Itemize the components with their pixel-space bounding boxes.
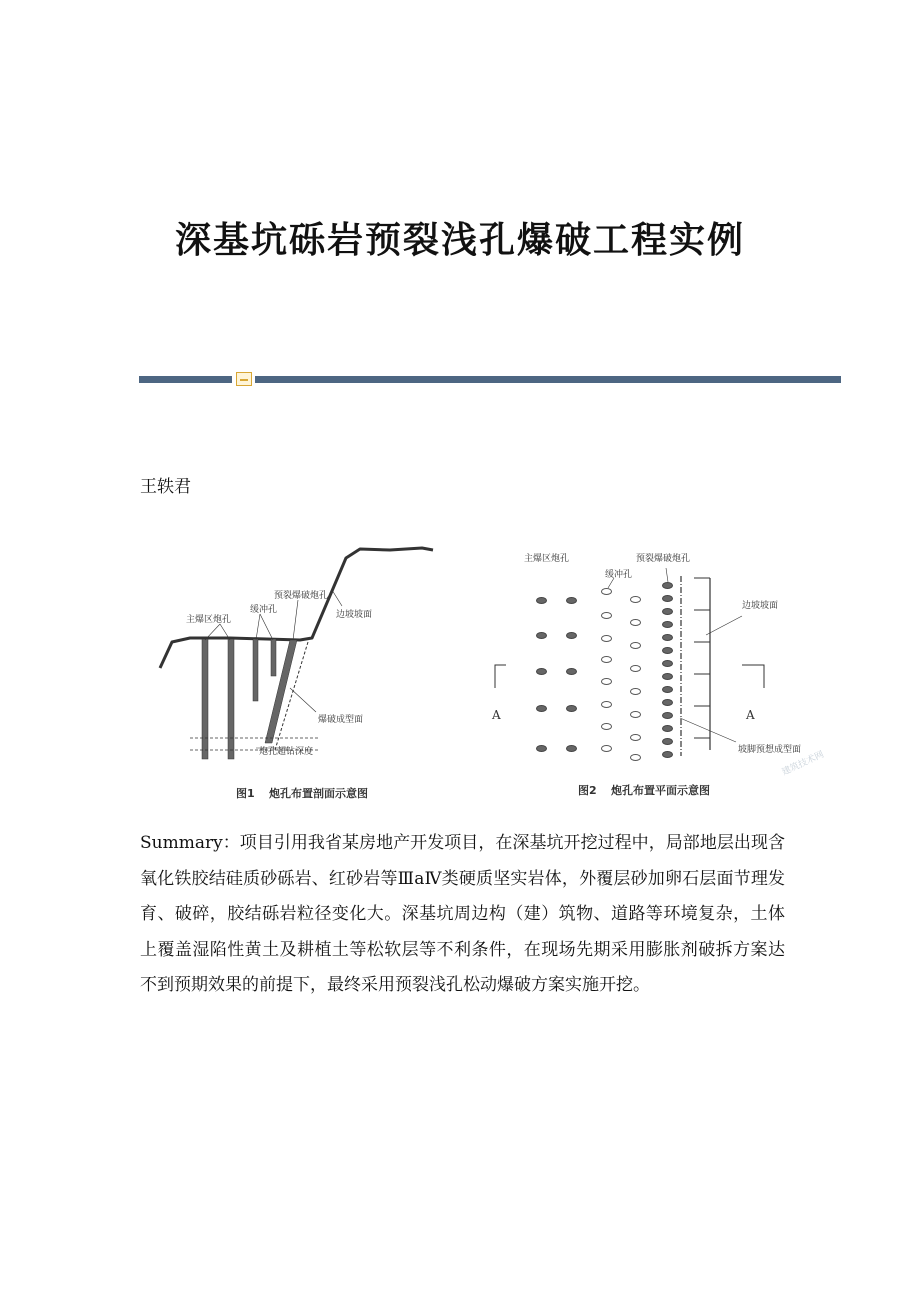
rule-marker-icon <box>236 372 252 386</box>
figure-1-section-diagram <box>150 538 450 810</box>
buffer-hole <box>630 642 641 649</box>
fig2-section-a-left: A <box>492 708 501 722</box>
fig2-label-slope-face: 边坡坡面 <box>742 601 779 611</box>
main-blast-hole <box>536 745 547 752</box>
buffer-hole <box>601 656 612 663</box>
fig1-label-presplit: 预裂爆破炮孔 <box>274 591 329 601</box>
buffer-hole <box>630 754 641 761</box>
fig1-label-buffer: 缓冲孔 <box>250 605 278 615</box>
buffer-hole <box>601 635 612 642</box>
buffer-hole <box>601 701 612 708</box>
buffer-hole <box>601 723 612 730</box>
fig1-label-blast-profile: 爆破成型面 <box>318 715 364 725</box>
presplit-hole <box>662 595 673 602</box>
document-title: 深基坑砾岩预裂浅孔爆破工程实例 <box>174 219 745 261</box>
presplit-hole <box>662 634 673 641</box>
presplit-hole <box>662 686 673 693</box>
presplit-hole <box>662 699 673 706</box>
buffer-hole <box>601 745 612 752</box>
main-blast-hole <box>566 632 577 639</box>
presplit-hole <box>662 673 673 680</box>
fig2-label-main-blast: 主爆区炮孔 <box>524 554 570 564</box>
summary-paragraph: Summary：项目引用我省某房地产开发项目，在深基坑开挖过程中，局部地层出现含氧化铁胶结硅质砂砾岩、红砂岩等ⅢaⅣ类硬质坚实岩体，外覆层砂加卵石层面节理发育、破碎，胶结砾岩粒径变化大。深基坑周边构（建）筑物、道路等环境复杂，土体上覆盖湿陷性黄土及耕植土等松软层等不利条件，在现场先期采用膨胀剂破拆方案达不到预期效果的前提下，最终采用预裂浅孔松动爆破方案实施开挖。 <box>140 833 785 996</box>
fig2-label-toe-line: 坡脚预想成型面 <box>738 745 802 755</box>
fig1-label-overdrill: 炮孔超钻深度 <box>259 747 314 757</box>
buffer-hole <box>630 665 641 672</box>
main-blast-hole <box>536 668 547 675</box>
fig2-caption: 炮孔布置平面示意图 <box>611 784 710 797</box>
fig2-label-buffer: 缓冲孔 <box>605 570 633 580</box>
main-blast-hole <box>536 597 547 604</box>
main-blast-hole <box>566 597 577 604</box>
figure-1-drawing <box>150 538 450 810</box>
main-blast-hole <box>536 705 547 712</box>
fig2-caption-number: 图2 <box>578 784 597 797</box>
presplit-hole <box>662 660 673 667</box>
buffer-hole <box>630 619 641 626</box>
fig2-watermark: 建筑技术网 <box>780 749 826 778</box>
presplit-hole <box>662 751 673 758</box>
main-blast-hole <box>566 745 577 752</box>
fig1-label-main-blast: 主爆区炮孔 <box>186 615 232 625</box>
fig1-label-slope-face: 边坡坡面 <box>336 610 373 620</box>
presplit-hole <box>662 712 673 719</box>
presplit-hole <box>662 621 673 628</box>
figure-2-plan-diagram <box>480 538 840 810</box>
presplit-hole <box>662 608 673 615</box>
presplit-hole <box>662 647 673 654</box>
buffer-hole <box>630 734 641 741</box>
title-rule-left <box>139 376 232 383</box>
presplit-hole <box>662 582 673 589</box>
buffer-hole <box>601 678 612 685</box>
main-blast-hole <box>566 668 577 675</box>
presplit-hole <box>662 725 673 732</box>
fig1-caption: 炮孔布置剖面示意图 <box>269 787 368 800</box>
main-blast-hole <box>566 705 577 712</box>
fig2-section-a-right: A <box>746 708 755 722</box>
fig1-caption-number: 图1 <box>236 787 255 800</box>
buffer-hole <box>630 596 641 603</box>
buffer-hole <box>630 688 641 695</box>
presplit-hole <box>662 738 673 745</box>
author-name: 王轶君 <box>140 477 191 497</box>
fig2-label-presplit: 预裂爆破炮孔 <box>636 554 691 564</box>
buffer-hole <box>601 612 612 619</box>
buffer-hole <box>630 711 641 718</box>
main-blast-hole <box>536 632 547 639</box>
title-rule-right <box>255 376 841 383</box>
buffer-hole <box>601 588 612 595</box>
